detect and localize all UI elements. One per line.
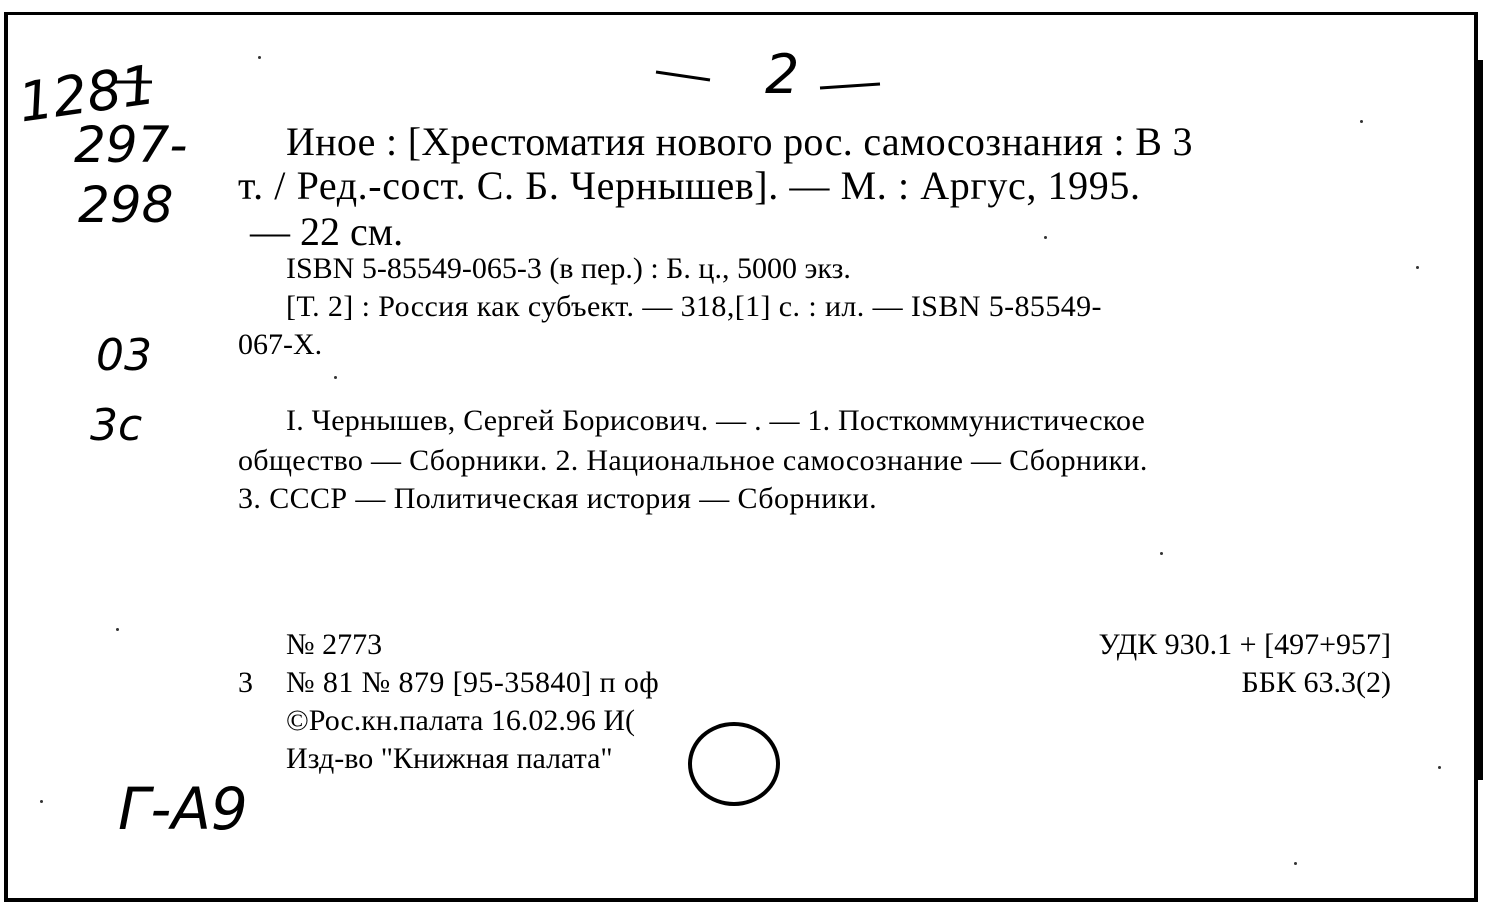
speck xyxy=(116,628,119,631)
speck xyxy=(1294,862,1297,865)
speck xyxy=(1044,236,1047,239)
speck xyxy=(334,376,337,379)
subjects-line-2: общество — Сборники. 2. Национальное самосознание — Сборники. xyxy=(238,444,1148,477)
speck xyxy=(1438,766,1441,769)
footer-left-marker: 3 xyxy=(238,666,253,699)
speck xyxy=(1360,120,1363,123)
entry-main-line-2: т. / Ред.-сост. С. Б. Чернышев]. — М. : Аргус, 1995. xyxy=(238,163,1141,208)
handwritten-code-03: 03 xyxy=(96,330,152,381)
footer-publisher-line: Изд-во "Книжная палата" xyxy=(286,742,613,775)
handwritten-code-3c: 3с xyxy=(90,400,143,451)
entry-volume-line-2: 067-Х. xyxy=(238,328,323,361)
speck xyxy=(40,800,43,803)
entry-isbn-line: ISBN 5-85549-065-3 (в пер.) : Б. ц., 5000 экз. xyxy=(286,252,851,285)
circular-stamp xyxy=(688,722,780,806)
footer-copyright-line: ©Рос.кн.палата 16.02.96 И( xyxy=(286,704,636,737)
subjects-line-3: 3. СССР — Политическая история — Сборники. xyxy=(238,482,877,515)
volume-mark-number: 2 xyxy=(765,43,800,106)
handwritten-code-ga9: Г-А9 xyxy=(118,775,248,843)
entry-main-line-3: — 22 см. xyxy=(250,209,404,254)
handwritten-shelf-mark xyxy=(14,52,224,232)
card-edge-shadow xyxy=(1478,60,1483,780)
entry-volume-line-1: [Т. 2] : Россия как субъект. — 318,[1] с. : ил. — ISBN 5-85549- xyxy=(286,290,1102,323)
entry-main-line-1: Иное : [Хрестоматия нового рос. самосознания : В 3 xyxy=(286,119,1193,164)
footer-number: № 2773 xyxy=(286,628,383,661)
speck xyxy=(258,56,261,59)
footer-numbers-line: № 81 № 879 [95-35840] п оф xyxy=(286,666,660,699)
footer-udk: УДК 930.1 + [497+957] xyxy=(1098,628,1391,661)
subjects-line-1: I. Чернышев, Сергей Борисович. — . — 1. Посткоммунистическое xyxy=(286,404,1146,437)
svg-text:298: 298 xyxy=(78,176,174,232)
speck xyxy=(1416,266,1419,269)
svg-text:297-: 297- xyxy=(74,116,188,174)
shelf-mark-handwriting xyxy=(14,52,224,232)
svg-text:1281: 1281 xyxy=(14,52,160,135)
footer-bbk: ББК 63.3(2) xyxy=(1241,666,1391,699)
speck xyxy=(1160,552,1163,555)
